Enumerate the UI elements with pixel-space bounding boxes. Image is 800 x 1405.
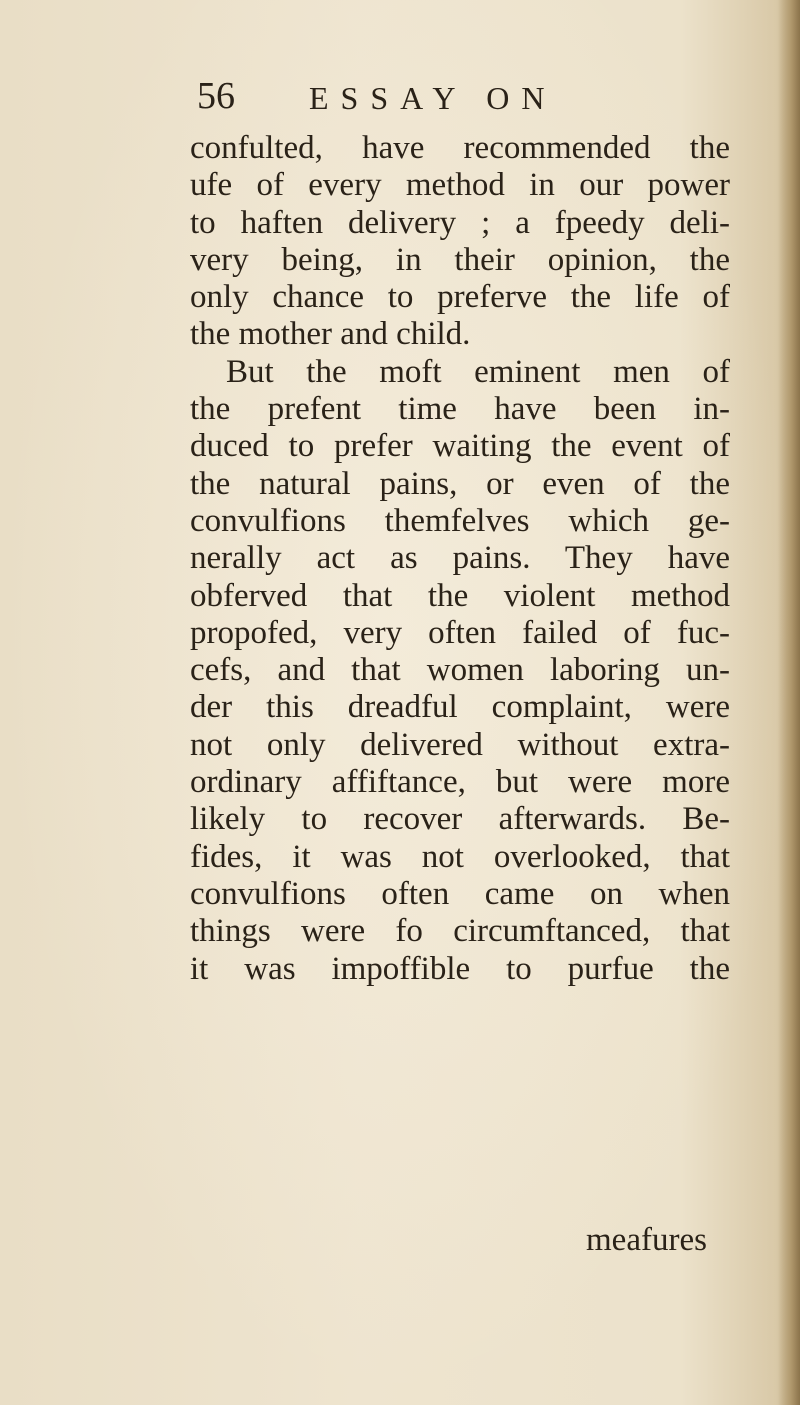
text-line: likely to recover afterwards. Be- [190,801,730,838]
text-line: ufe of every method in our power [190,167,730,204]
text-line: obferved that the violent method [190,577,730,614]
text-line: cefs, and that women laboring un- [190,652,730,689]
page-number: 56 [197,75,235,117]
text-line: convulfions themfelves which ge- [190,502,730,539]
text-line: confulted, have recommended the [190,130,730,166]
page-edge-shadow [778,0,800,1405]
text-line: the prefent time have been in- [190,391,730,428]
body-text [190,130,730,988]
text-line: ordinary affiftance, but were more [190,764,730,801]
text-line: very being, in their opinion, the [190,241,730,278]
text-line: convulfions often came on when [190,875,730,912]
text-line: it was impoffible to purfue the [190,950,730,987]
text-line: But the moft eminent men of [226,353,730,390]
text-line: only chance to preferve the life of [190,279,730,316]
text-line: to haften delivery ; a fpeedy deli- [190,204,730,241]
text-line: nerally act as pains. They have [190,540,730,577]
text-line: things were fo circumftanced, that [190,913,730,950]
page-header [197,74,617,118]
text-line: not only delivered without extra- [190,726,730,763]
text-line: der this dreadful complaint, were [190,689,730,726]
catchword: meafures [586,1222,707,1258]
text-line: the natural pains, or even of the [190,465,730,502]
text-line: duced to prefer waiting the event of [190,428,730,465]
text-line: the mother and child. [190,316,471,353]
text-line: propofed, very often failed of fuc- [190,614,730,651]
running-title: ESSAY ON [309,80,557,116]
text-line: fides, it was not overlooked, that [190,838,730,875]
